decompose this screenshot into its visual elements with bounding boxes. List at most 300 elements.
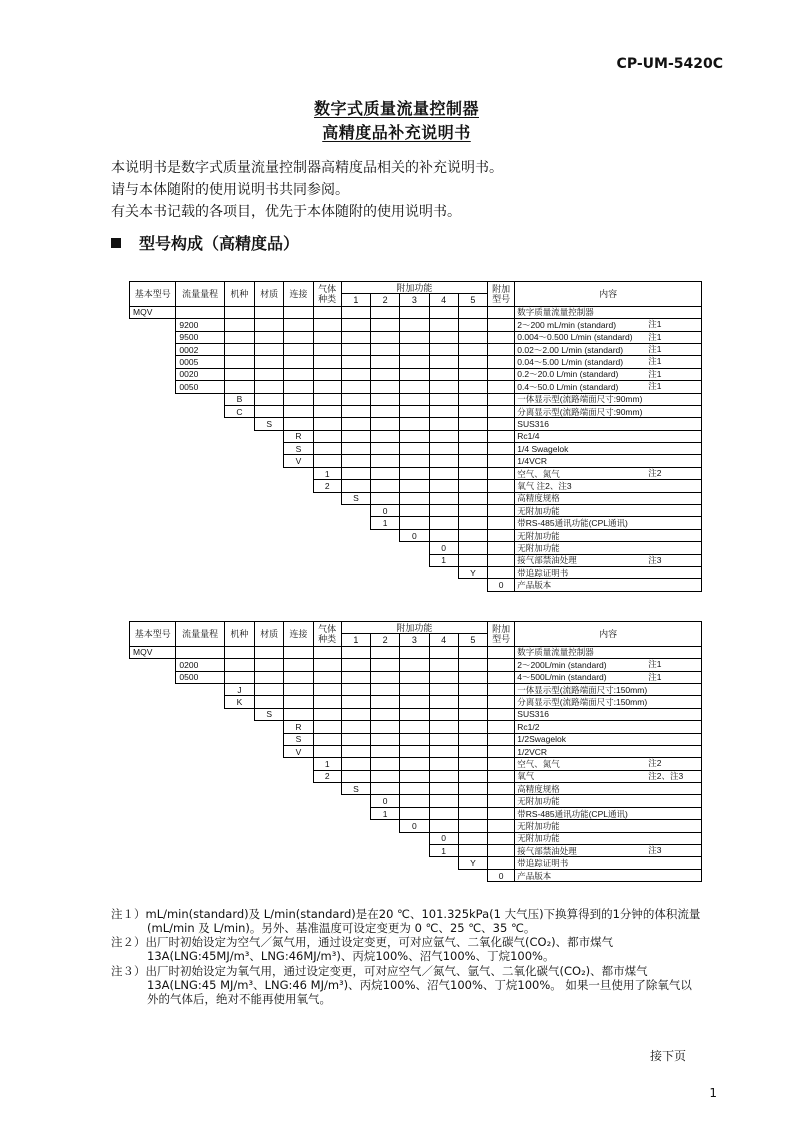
empty-cell (488, 721, 515, 733)
empty-cell (176, 783, 224, 795)
empty-cell (429, 418, 458, 430)
empty-cell (371, 869, 400, 881)
description-cell (515, 807, 702, 819)
table-row (130, 758, 702, 770)
empty-cell (400, 566, 429, 578)
empty-cell (429, 733, 458, 745)
empty-cell (458, 343, 487, 355)
header-gas-type (313, 282, 341, 307)
code-cell: S (341, 783, 370, 795)
empty-cell (224, 368, 254, 380)
header-model-type: 机种 (224, 622, 254, 647)
empty-cell (488, 845, 515, 857)
empty-cell (130, 542, 176, 554)
empty-cell (371, 696, 400, 708)
empty-cell (400, 443, 429, 455)
empty-cell (130, 467, 176, 479)
empty-cell (284, 331, 313, 343)
empty-cell (176, 529, 224, 541)
table-row (130, 820, 702, 832)
description-text: 4～500L/min (standard) (517, 672, 607, 683)
empty-cell (371, 683, 400, 695)
empty-cell (400, 869, 429, 881)
description-cell (515, 529, 702, 541)
empty-cell (176, 393, 224, 405)
empty-cell (371, 467, 400, 479)
empty-cell (488, 356, 515, 368)
empty-cell (488, 517, 515, 529)
empty-cell (371, 708, 400, 720)
description-cell (515, 331, 702, 343)
header-content: 内容 (515, 622, 702, 647)
empty-cell (284, 356, 313, 368)
empty-cell (429, 356, 458, 368)
empty-cell (458, 443, 487, 455)
empty-cell (458, 368, 487, 380)
empty-cell (176, 542, 224, 554)
description-text: 无附加功能 (517, 505, 560, 516)
empty-cell (458, 331, 487, 343)
header-add-line2: 型号 (492, 293, 511, 304)
empty-cell (255, 683, 284, 695)
empty-cell (224, 505, 254, 517)
note-reference: 注1 (648, 671, 662, 682)
empty-cell (130, 795, 176, 807)
description-cell (515, 845, 702, 857)
header-function-5: 5 (458, 294, 487, 306)
description-cell (515, 579, 702, 591)
empty-cell (341, 671, 370, 683)
note-1-line-2: (mL/min 及 L/min)。另外、基准温度可设定变更为 0 ℃、25 ℃、35 ℃。 (147, 921, 536, 935)
empty-cell (176, 857, 224, 869)
code-cell: 9200 (176, 319, 224, 331)
empty-cell (488, 857, 515, 869)
empty-cell (130, 492, 176, 504)
empty-cell (400, 708, 429, 720)
empty-cell (341, 721, 370, 733)
empty-cell (176, 758, 224, 770)
empty-cell (255, 745, 284, 757)
description-text: 数字质量流量控制器 (517, 647, 594, 658)
empty-cell (313, 356, 341, 368)
empty-cell (313, 455, 341, 467)
model-table-2 (129, 621, 702, 882)
empty-cell (284, 807, 313, 819)
header-function-2: 2 (371, 294, 400, 306)
empty-cell (400, 368, 429, 380)
empty-cell (400, 393, 429, 405)
empty-cell (255, 646, 284, 658)
code-cell: 9500 (176, 331, 224, 343)
empty-cell (458, 529, 487, 541)
empty-cell (176, 721, 224, 733)
table-row (130, 356, 702, 368)
empty-cell (284, 795, 313, 807)
empty-cell (313, 820, 341, 832)
empty-cell (371, 845, 400, 857)
empty-cell (130, 845, 176, 857)
description-cell (515, 659, 702, 671)
empty-cell (488, 745, 515, 757)
empty-cell (371, 393, 400, 405)
empty-cell (313, 807, 341, 819)
empty-cell (313, 721, 341, 733)
empty-cell (224, 783, 254, 795)
description-text: 0.4～50.0 L/min (standard) (517, 381, 619, 392)
empty-cell (284, 517, 313, 529)
table-row (130, 683, 702, 695)
empty-cell (130, 443, 176, 455)
empty-cell (130, 480, 176, 492)
empty-cell (488, 807, 515, 819)
header-gas-line2: 种类 (318, 293, 337, 304)
empty-cell (255, 579, 284, 591)
empty-cell (429, 405, 458, 417)
description-cell (515, 393, 702, 405)
empty-cell (176, 708, 224, 720)
note-2-line-1: 注２）出厂时初始设定为空气／氮气用，通过设定变更，可对应氩气、二氧化碳气(CO₂)、都市煤气 (111, 935, 614, 949)
empty-cell (371, 430, 400, 442)
header-add-line1: 附加 (492, 623, 511, 634)
description-cell (515, 492, 702, 504)
empty-cell (341, 319, 370, 331)
empty-cell (458, 306, 487, 318)
table-row (130, 832, 702, 844)
empty-cell (313, 331, 341, 343)
code-cell: 0 (371, 795, 400, 807)
empty-cell (255, 783, 284, 795)
section-heading-text: 型号构成（高精度品） (139, 234, 300, 253)
description-cell (515, 356, 702, 368)
description-text: Rc1/4 (517, 431, 540, 442)
empty-cell (488, 832, 515, 844)
description-cell (515, 733, 702, 745)
table-row (130, 430, 702, 442)
empty-cell (341, 708, 370, 720)
empty-cell (400, 480, 429, 492)
note-2-line-2: 13A(LNG:45MJ/m³、LNG:46MJ/m³)、丙烷100%、沼气100%、丁烷100%。 (147, 949, 555, 963)
section-heading (111, 231, 299, 254)
empty-cell (488, 443, 515, 455)
empty-cell (488, 368, 515, 380)
empty-cell (224, 733, 254, 745)
empty-cell (400, 683, 429, 695)
empty-cell (429, 343, 458, 355)
table-row (130, 418, 702, 430)
empty-cell (400, 758, 429, 770)
empty-cell (341, 443, 370, 455)
empty-cell (224, 820, 254, 832)
description-text: 高精度规格 (517, 493, 560, 504)
code-cell: 1 (371, 807, 400, 819)
empty-cell (371, 443, 400, 455)
empty-cell (130, 745, 176, 757)
description-cell (515, 758, 702, 770)
empty-cell (488, 405, 515, 417)
empty-cell (224, 770, 254, 782)
code-cell: Y (458, 566, 487, 578)
empty-cell (255, 733, 284, 745)
code-cell: 0 (371, 505, 400, 517)
empty-cell (341, 343, 370, 355)
empty-cell (458, 758, 487, 770)
empty-cell (284, 646, 313, 658)
empty-cell (224, 646, 254, 658)
empty-cell (371, 455, 400, 467)
empty-cell (224, 381, 254, 393)
empty-cell (371, 820, 400, 832)
empty-cell (284, 368, 313, 380)
empty-cell (400, 542, 429, 554)
empty-cell (313, 857, 341, 869)
header-function-2: 2 (371, 634, 400, 646)
description-cell (515, 505, 702, 517)
empty-cell (341, 554, 370, 566)
empty-cell (341, 770, 370, 782)
empty-cell (341, 683, 370, 695)
code-cell: V (284, 745, 313, 757)
description-text: 0.2～20.0 L/min (standard) (517, 369, 619, 380)
table-row (130, 554, 702, 566)
code-cell: Y (458, 857, 487, 869)
empty-cell (371, 319, 400, 331)
empty-cell (341, 733, 370, 745)
empty-cell (176, 566, 224, 578)
empty-cell (284, 832, 313, 844)
empty-cell (400, 795, 429, 807)
note-reference: 注1 (648, 331, 662, 342)
empty-cell (488, 455, 515, 467)
empty-cell (488, 820, 515, 832)
empty-cell (176, 405, 224, 417)
empty-cell (341, 566, 370, 578)
empty-cell (429, 758, 458, 770)
empty-cell (458, 542, 487, 554)
header-flow-range: 流量量程 (176, 622, 224, 647)
empty-cell (458, 820, 487, 832)
empty-cell (371, 857, 400, 869)
empty-cell (429, 529, 458, 541)
table-row (130, 770, 702, 782)
empty-cell (341, 579, 370, 591)
empty-cell (341, 517, 370, 529)
empty-cell (371, 356, 400, 368)
code-cell: 0005 (176, 356, 224, 368)
empty-cell (313, 405, 341, 417)
empty-cell (429, 579, 458, 591)
table-row (130, 505, 702, 517)
empty-cell (130, 832, 176, 844)
empty-cell (400, 517, 429, 529)
description-cell (515, 646, 702, 658)
empty-cell (313, 381, 341, 393)
empty-cell (255, 857, 284, 869)
empty-cell (458, 319, 487, 331)
empty-cell (458, 845, 487, 857)
empty-cell (341, 857, 370, 869)
description-text: 无附加功能 (517, 796, 560, 807)
code-cell: 0 (400, 529, 429, 541)
table-row (130, 696, 702, 708)
empty-cell (313, 492, 341, 504)
table-row (130, 807, 702, 819)
empty-cell (371, 566, 400, 578)
empty-cell (176, 430, 224, 442)
empty-cell (130, 708, 176, 720)
empty-cell (341, 393, 370, 405)
note-reference: 注1 (648, 319, 662, 330)
empty-cell (284, 492, 313, 504)
empty-cell (176, 517, 224, 529)
empty-cell (130, 418, 176, 430)
empty-cell (255, 832, 284, 844)
empty-cell (458, 745, 487, 757)
empty-cell (488, 492, 515, 504)
empty-cell (371, 480, 400, 492)
empty-cell (255, 331, 284, 343)
empty-cell (313, 368, 341, 380)
empty-cell (371, 671, 400, 683)
empty-cell (371, 331, 400, 343)
table-row (130, 721, 702, 733)
empty-cell (255, 306, 284, 318)
empty-cell (130, 430, 176, 442)
empty-cell (488, 696, 515, 708)
description-cell (515, 381, 702, 393)
table-row (130, 857, 702, 869)
code-cell: 1 (429, 554, 458, 566)
empty-cell (429, 696, 458, 708)
empty-cell (130, 671, 176, 683)
empty-cell (400, 857, 429, 869)
empty-cell (284, 381, 313, 393)
description-text: SUS316 (517, 709, 549, 720)
empty-cell (224, 480, 254, 492)
empty-cell (313, 430, 341, 442)
description-cell (515, 368, 702, 380)
empty-cell (313, 671, 341, 683)
table-row (130, 480, 702, 492)
header-function-5: 5 (458, 634, 487, 646)
empty-cell (313, 529, 341, 541)
description-text: 高精度规格 (517, 783, 560, 794)
empty-cell (130, 368, 176, 380)
empty-cell (341, 467, 370, 479)
empty-cell (130, 381, 176, 393)
empty-cell (130, 331, 176, 343)
empty-cell (371, 721, 400, 733)
empty-cell (400, 770, 429, 782)
empty-cell (488, 758, 515, 770)
header-row (130, 282, 702, 294)
empty-cell (488, 783, 515, 795)
code-cell: V (284, 455, 313, 467)
empty-cell (313, 343, 341, 355)
empty-cell (429, 795, 458, 807)
empty-cell (130, 783, 176, 795)
code-cell: C (224, 405, 254, 417)
table-row (130, 795, 702, 807)
code-cell: J (224, 683, 254, 695)
empty-cell (224, 529, 254, 541)
empty-cell (284, 708, 313, 720)
header-function-4: 4 (429, 294, 458, 306)
header-function-4: 4 (429, 634, 458, 646)
description-cell (515, 467, 702, 479)
header-additional-functions: 附加功能 (341, 622, 487, 634)
description-text: 分离显示型(流路端面尺寸:150mm) (517, 697, 648, 708)
header-gas-line1: 气体 (318, 283, 337, 294)
empty-cell (130, 770, 176, 782)
table-row (130, 381, 702, 393)
note-reference: 注1 (648, 381, 662, 392)
empty-cell (255, 492, 284, 504)
square-bullet-icon (111, 238, 121, 248)
empty-cell (458, 683, 487, 695)
empty-cell (255, 430, 284, 442)
empty-cell (341, 696, 370, 708)
empty-cell (176, 820, 224, 832)
empty-cell (429, 455, 458, 467)
code-cell: 0 (488, 579, 515, 591)
empty-cell (341, 306, 370, 318)
description-text: 1/2VCR (517, 746, 548, 757)
empty-cell (130, 579, 176, 591)
code-cell: S (341, 492, 370, 504)
empty-cell (429, 745, 458, 757)
empty-cell (130, 857, 176, 869)
code-cell: 0050 (176, 381, 224, 393)
empty-cell (255, 517, 284, 529)
note-reference: 注2、注3 (648, 770, 684, 781)
empty-cell (176, 845, 224, 857)
empty-cell (130, 758, 176, 770)
empty-cell (224, 343, 254, 355)
empty-cell (255, 554, 284, 566)
empty-cell (313, 696, 341, 708)
empty-cell (429, 480, 458, 492)
empty-cell (224, 795, 254, 807)
empty-cell (255, 356, 284, 368)
empty-cell (371, 758, 400, 770)
description-text: 氧气 注2、注3 (517, 480, 572, 491)
code-cell: 0 (429, 832, 458, 844)
empty-cell (371, 554, 400, 566)
empty-cell (224, 721, 254, 733)
empty-cell (255, 480, 284, 492)
description-cell (515, 566, 702, 578)
description-cell (515, 683, 702, 695)
header-row (130, 622, 702, 634)
empty-cell (284, 505, 313, 517)
description-cell (515, 554, 702, 566)
empty-cell (313, 393, 341, 405)
empty-cell (488, 770, 515, 782)
empty-cell (255, 758, 284, 770)
empty-cell (313, 566, 341, 578)
description-cell (515, 795, 702, 807)
empty-cell (130, 455, 176, 467)
empty-cell (176, 418, 224, 430)
empty-cell (284, 566, 313, 578)
table-row (130, 542, 702, 554)
table-row (130, 455, 702, 467)
empty-cell (400, 579, 429, 591)
empty-cell (429, 319, 458, 331)
empty-cell (130, 393, 176, 405)
empty-cell (371, 418, 400, 430)
empty-cell (313, 869, 341, 881)
